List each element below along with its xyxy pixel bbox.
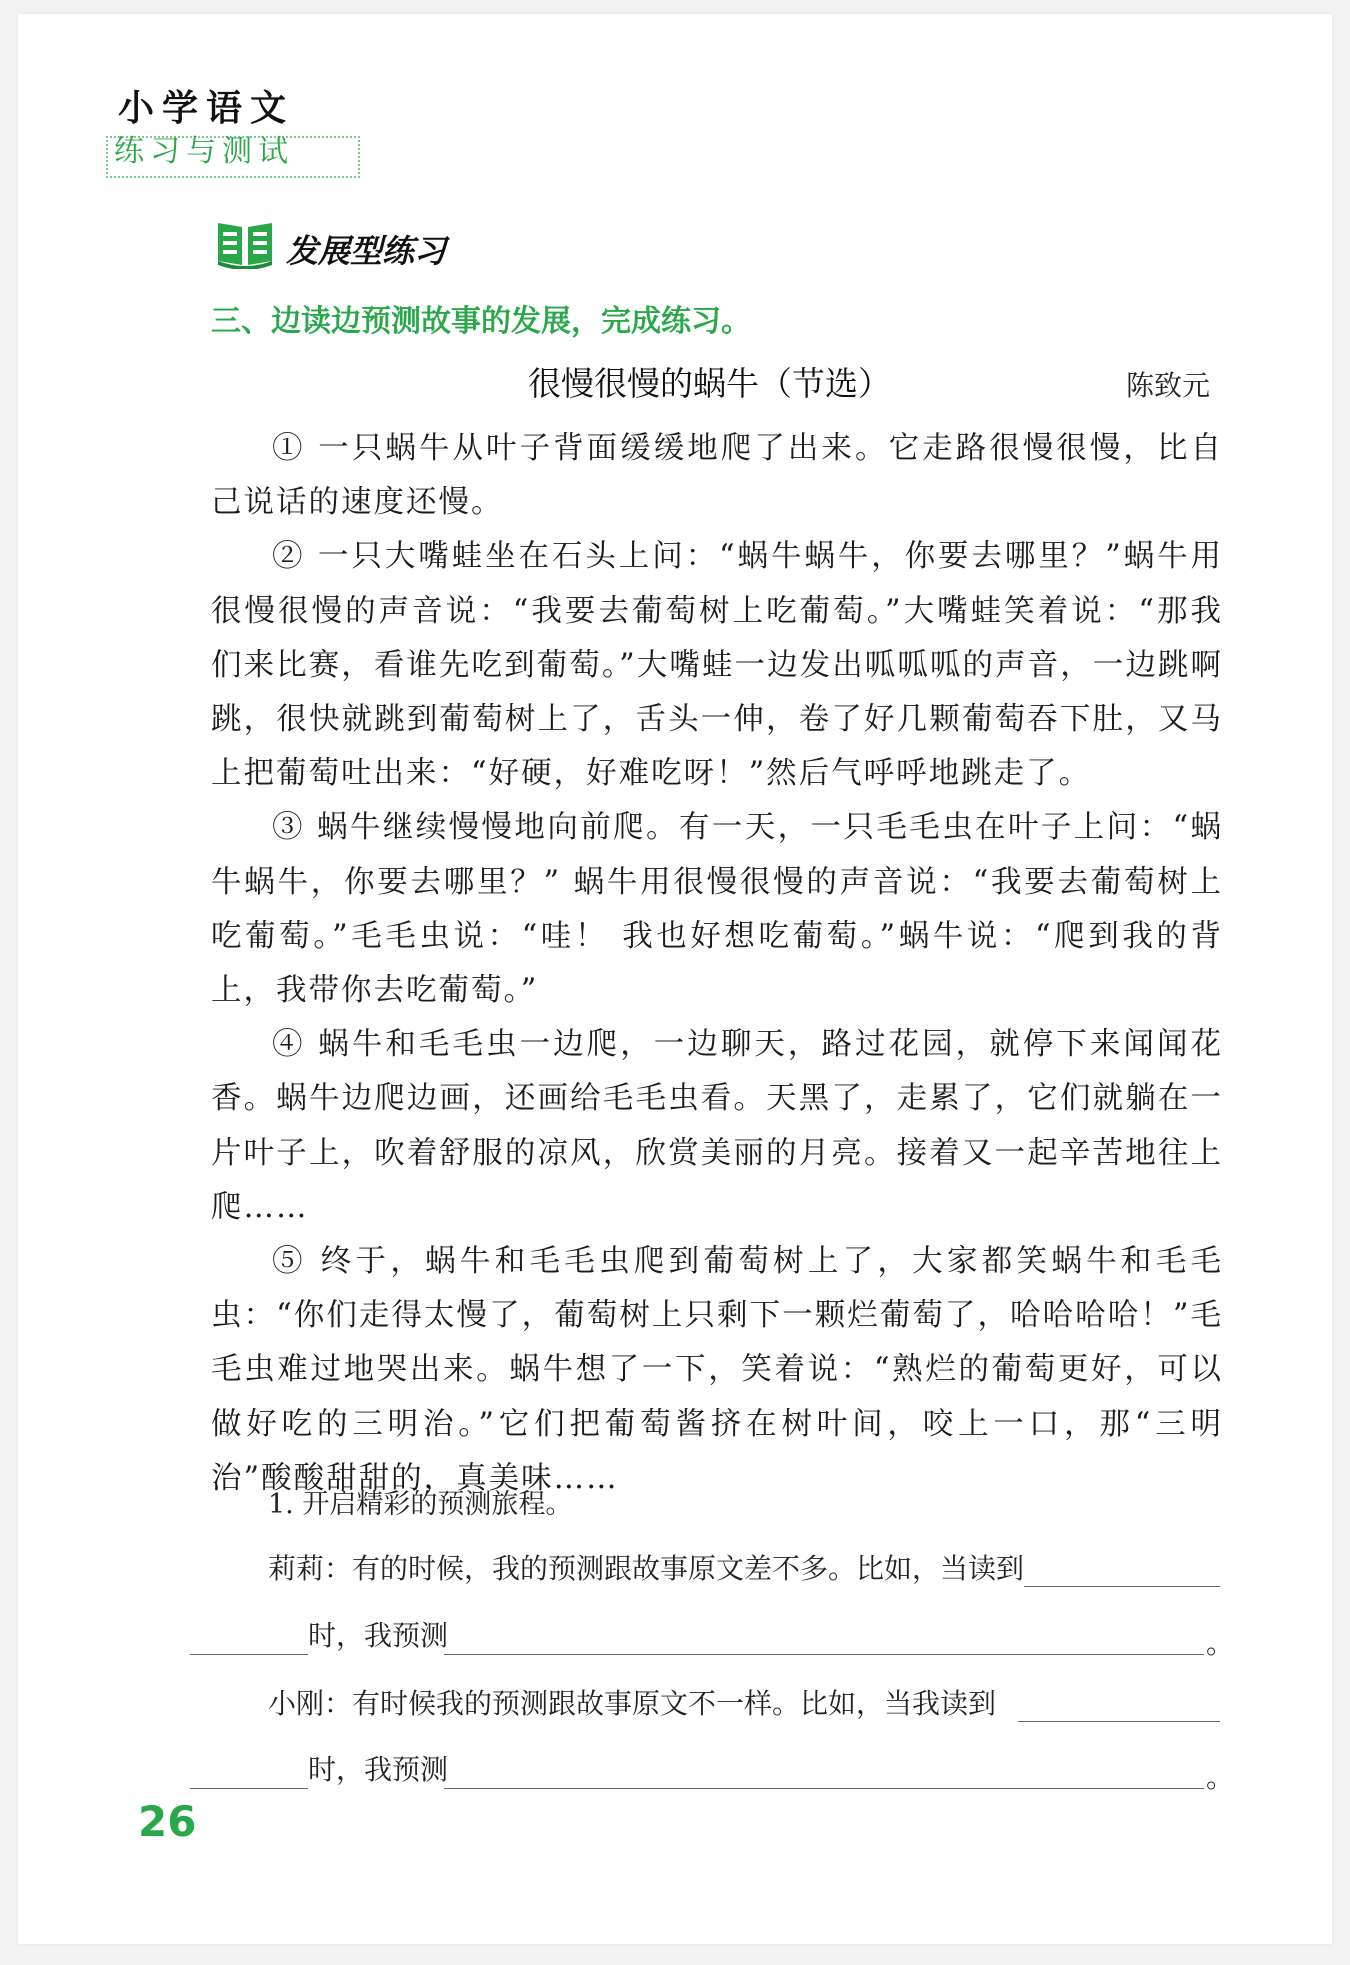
lili-reading-blank[interactable] [1024, 1586, 1220, 1587]
workbook-page [18, 14, 1332, 1944]
xiaogang-reading-blank[interactable] [1018, 1721, 1220, 1722]
story-paragraph-5: ⑤ 终于，蜗牛和毛毛虫爬到葡萄树上了，大家都笑蜗牛和毛毛虫：“你们走得太慢了，葡萄树上只剩下一颗烂葡萄了，哈哈哈哈！”毛毛虫难过地哭出来。蜗牛想了一下，笑着说：“熟烂的葡萄更好，可以做好吃的三明治。”它们把葡萄酱挤在树叶间，咬上一口，那“三明治”酸酸甜甜的，真美味…… [211, 1244, 1223, 1496]
lili-end-mark: 。 [1206, 1627, 1235, 1660]
lili-prediction-blank[interactable] [444, 1654, 1204, 1655]
open-book-icon [216, 219, 274, 273]
story-paragraph-2: ② 一只大嘴蛙坐在石头上问：“蜗牛蜗牛，你要去哪里？”蜗牛用很慢很慢的声音说：“我要去葡萄树上吃葡萄。”大嘴蛙笑着说：“那我们来比赛，看谁先吃到葡萄。”大嘴蛙一边发出呱呱呱的声音，一边跳啊跳，很快就跳到葡萄树上了，舌头一伸，卷了好几颗葡萄吞下肚，又马上把葡萄吐出来：“好硬，好难吃呀！”然后气呼呼地跳走了。 [211, 539, 1223, 792]
story-title: 很慢很慢的蜗牛（节选） [528, 364, 891, 403]
lili-when-label: 时，我预测 [308, 1619, 449, 1652]
story-paragraph-4: ④ 蜗牛和毛毛虫一边爬，一边聊天，路过花园，就停下来闻闻花香。蜗牛边爬边画，还画给毛毛虫看。天黑了，走累了，它们就躺在一片叶子上，吹着舒服的凉风，欣赏美丽的月亮。接着又一起辛苦地往上爬…… [211, 1027, 1223, 1225]
story-paragraph-1: ① 一只蜗牛从叶子背面缓缓地爬了出来。它走路很慢很慢，比自己说话的速度还慢。 [211, 431, 1223, 521]
xiaogang-end-mark: 。 [1206, 1761, 1235, 1794]
question-title: 1. 开启精彩的预测旅程。 [268, 1489, 573, 1520]
book-title: 小学语文 [118, 88, 295, 129]
story-text [211, 422, 1223, 1506]
story-author: 陈致元 [1126, 369, 1211, 402]
exercise-heading: 三、边读边预测故事的发展，完成练习。 [211, 304, 751, 339]
story-paragraph-3: ③ 蜗牛继续慢慢地向前爬。有一天，一只毛毛虫在叶子上问：“蜗牛蜗牛，你要去哪里？” 蜗牛用很慢很慢的声音说：“我要去葡萄树上吃葡萄。”毛毛虫说：“哇！ 我也好想吃葡萄。”蜗牛说：“爬到我的背上，我带你去吃葡萄。” [211, 810, 1223, 1009]
lili-reading-blank-cont[interactable] [190, 1654, 308, 1655]
xiaogang-prompt: 小刚：有时候我的预测跟故事原文不一样。比如，当我读到 [268, 1687, 997, 1720]
section-title: 发展型练习 [286, 232, 447, 270]
xiaogang-when-label: 时，我预测 [308, 1753, 449, 1786]
xiaogang-reading-blank-cont[interactable] [190, 1788, 308, 1789]
lili-prompt: 莉莉：有的时候，我的预测跟故事原文差不多。比如，当读到 [268, 1552, 1025, 1585]
xiaogang-prediction-blank[interactable] [444, 1788, 1204, 1789]
page-number: 26 [138, 1797, 197, 1846]
book-subtitle: 练习与测试 [114, 134, 294, 169]
